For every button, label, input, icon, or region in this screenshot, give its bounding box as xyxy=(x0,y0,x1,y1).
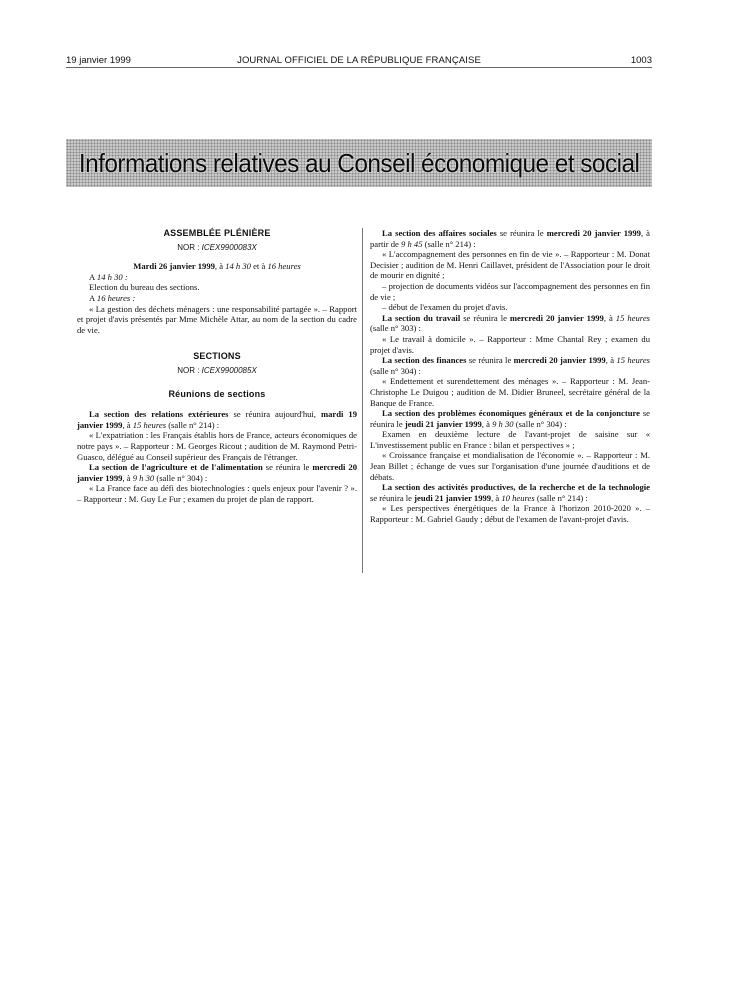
section-meeting-header xyxy=(370,228,650,249)
assembly-nor xyxy=(77,243,357,254)
journal-title: JOURNAL OFFICIEL DE LA RÉPUBLIQUE FRANÇAISE xyxy=(237,55,481,66)
section-meeting-header xyxy=(77,462,357,483)
meeting-time: 9 h 30 xyxy=(132,472,155,483)
text-run: , à xyxy=(122,419,133,430)
meeting-body: « Le travail à domicile ». – Rapporteur : Mme Chantal Rey ; examen du projet d'avis. xyxy=(370,333,650,355)
section-meeting-header xyxy=(77,409,357,430)
text-run: (salle n° 214) : xyxy=(534,492,588,503)
meeting-date: jeudi 21 janvier 1999 xyxy=(414,492,492,503)
sections-heading: SECTIONS xyxy=(193,351,241,362)
text-run: A xyxy=(89,292,97,303)
time-marker xyxy=(77,272,357,283)
meeting-time: 10 heures xyxy=(501,492,535,503)
text-run: (salle n° 304) : xyxy=(154,472,208,483)
text-run: (salle n° 304) : xyxy=(370,365,421,376)
meeting-time: 9 h 30 xyxy=(492,418,514,429)
assembly-heading: ASSEMBLÉE PLÉNIÈRE xyxy=(163,228,271,238)
meeting-time: 9 h 45 xyxy=(401,238,423,249)
meeting-time: 15 heures xyxy=(615,312,650,323)
text-run: se réunira le xyxy=(370,492,415,503)
meeting-date: mercredi 20 janvier 1999 xyxy=(546,228,641,238)
text-run: se réunira le xyxy=(496,228,547,238)
meeting-body: Examen en deuxième lecture de l'avant-projet de saisine sur « L'investissement public en France : bilan et perspectives » ; xyxy=(370,429,650,450)
meeting-time: 15 heures xyxy=(616,355,650,366)
meeting-date: jeudi 21 janvier 1999 xyxy=(404,418,482,429)
text-run: se réunira le xyxy=(466,355,514,366)
session-date: Mardi 26 janvier 1999 xyxy=(133,261,215,272)
nor-label: NOR : xyxy=(177,242,202,252)
nor-code: ICEX9900083X xyxy=(201,242,257,252)
meeting-body: « L'accompagnement des personnes en fin de vie ». – Rapporteur : M. Donat Decisier ; audition de M. Henri Caillavet, président de l'Association pour le droit de mourir en dignité ; xyxy=(370,249,650,281)
meeting-date: mercredi 20 janvier 1999 xyxy=(513,355,606,366)
time-value: 16 heures : xyxy=(96,292,136,303)
meeting-body: « L'expatriation : les Français établis hors de France, acteurs économiques de notre pays ». – Rapporteur : M. Georges Ricout ; audition de M. Raymond Petri-Guasco, délégué au Conseil supérieur des Français de l'étranger. xyxy=(77,430,357,462)
section-name: La section de l'agriculture et de l'alimentation xyxy=(89,462,263,473)
text-run: (salle n° 303) : xyxy=(370,323,421,334)
nor-label: NOR : xyxy=(177,365,202,375)
text-run: , à xyxy=(214,261,226,272)
header-date: 19 janvier 1999 xyxy=(66,55,131,66)
sections-nor xyxy=(77,366,357,377)
section-meeting-header xyxy=(370,408,650,429)
meeting-date: mardi 19 janvier 1999 xyxy=(77,409,358,430)
page-number: 1003 xyxy=(630,55,652,66)
text-run: se réunira le xyxy=(370,408,650,429)
meeting-time: 15 heures xyxy=(132,419,167,430)
section-meeting-header xyxy=(370,355,650,376)
section-name: La section des finances xyxy=(382,355,467,366)
section-name: La section des affaires sociales xyxy=(382,228,497,238)
section-meeting-header xyxy=(370,482,650,503)
session-time: 16 heures xyxy=(267,261,301,272)
meeting-body: « La France face au défi des biotechnologies : quels enjeux pour l'avenir ? ». – Rapporteur : M. Guy Le Fur ; examen du projet de plan de rapport. xyxy=(77,483,357,504)
text-run: , à xyxy=(603,312,616,323)
text-run: , à xyxy=(122,472,133,483)
meeting-body: « Croissance française et mondialisation de l'économie ». – Rapporteur : M. Jean Billet ; échange de vues sur l'organisation d'une journée d'auditions et de débats. xyxy=(370,450,650,482)
section-name: La section des activités productives, de la recherche et de la technologie xyxy=(382,482,650,493)
section-meeting-header xyxy=(370,313,650,334)
left-column xyxy=(77,228,357,504)
session-line xyxy=(77,261,357,272)
text-run: , à xyxy=(605,355,617,366)
text-run: se réunira aujourd'hui, xyxy=(228,409,321,420)
meeting-body: – début de l'examen du projet d'avis. xyxy=(382,302,508,313)
section-name: La section du travail xyxy=(382,312,461,323)
meeting-body: « Les perspectives énergétiques de la France à l'horizon 2010-2020 ». – Rapporteur : M. Gabriel Gaudy ; début de l'examen de l'avant-projet d'avis. xyxy=(370,503,650,525)
text-run: et à xyxy=(250,261,268,272)
meetings-heading: Réunions de sections xyxy=(168,388,266,399)
text-run: A xyxy=(89,271,97,282)
text-run: (salle n° 214) : xyxy=(166,419,220,430)
section-name: La section des relations extérieures xyxy=(89,409,229,420)
agenda-item: Election du bureau des sections. xyxy=(89,282,200,293)
text-run: , à xyxy=(491,492,502,503)
banner-title: Informations relatives au Conseil économique et social xyxy=(78,147,640,178)
text-run: , à partir de xyxy=(370,228,650,249)
meeting-date: mercredi 20 janvier 1999 xyxy=(77,462,357,483)
text-run: se réunira le xyxy=(460,312,510,323)
meeting-body: « Endettement et surendettement des ménages ». – Rapporteur : M. Jean-Christophe Le Duigou ; audition de M. Didier Bruneel, secrétaire général de la Banque de France. xyxy=(370,376,650,408)
title-banner xyxy=(66,139,652,187)
column-divider xyxy=(362,228,363,573)
header-rule xyxy=(66,67,652,68)
right-column xyxy=(370,228,650,525)
agenda-item: « La gestion des déchets ménagers : une responsabilité partagée ». – Rapport et projet d'avis présentés par Mme Michèle Attar, au nom de la section du cadre de vie. xyxy=(77,303,357,335)
text-run: (salle n° 214) : xyxy=(422,238,476,249)
text-run: , à xyxy=(481,418,493,429)
meeting-body: – projection de documents vidéos sur l'accompagnement des personnes en fin de vie ; xyxy=(370,280,650,302)
text-run: (salle n° 304) : xyxy=(513,418,567,429)
meeting-date: mercredi 20 janvier 1999 xyxy=(509,312,604,323)
section-name: La section des problèmes économiques généraux et de la conjoncture xyxy=(382,408,640,419)
text-run: se réunira le xyxy=(262,462,313,473)
nor-code: ICEX9900085X xyxy=(201,365,257,375)
time-marker xyxy=(77,293,357,304)
time-value: 14 h 30 : xyxy=(96,271,128,282)
session-time: 14 h 30 xyxy=(225,261,251,272)
